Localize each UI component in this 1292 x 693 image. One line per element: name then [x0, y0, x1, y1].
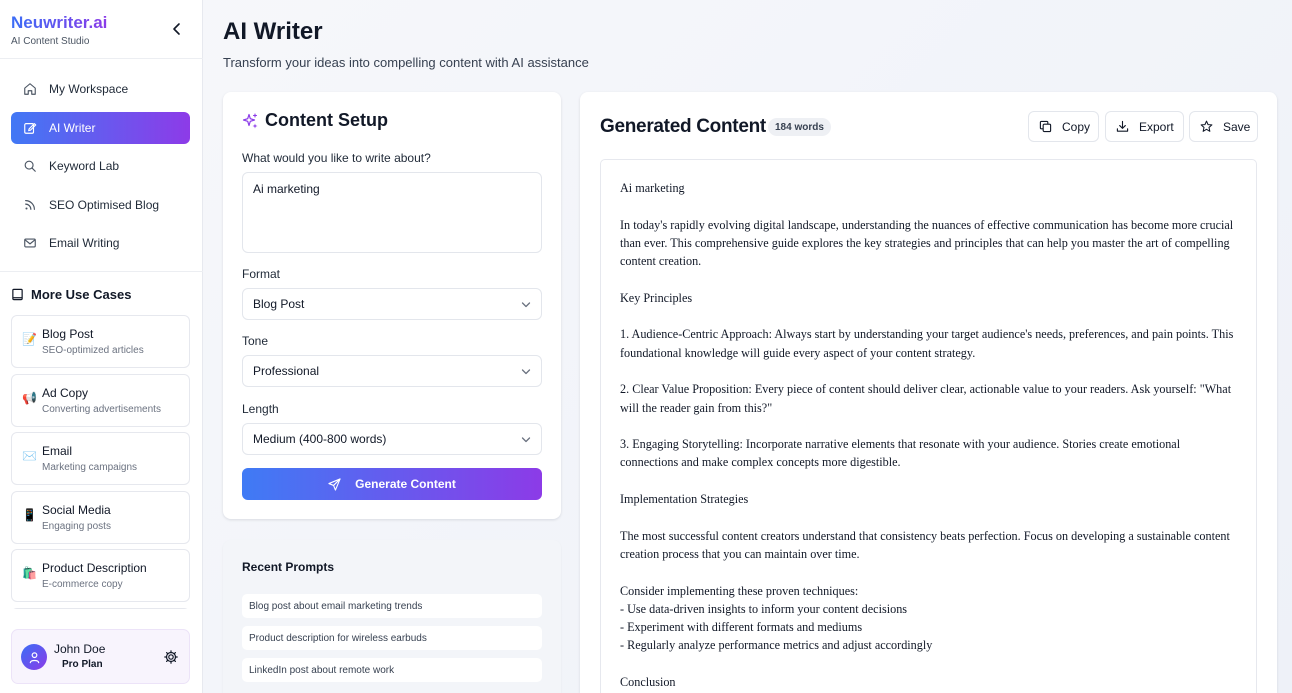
copy-label: Copy: [1062, 119, 1091, 134]
sidebar-item-label: My Workspace: [49, 82, 129, 96]
save-label: Save: [1223, 119, 1251, 134]
word-count-badge: 184 words: [768, 118, 831, 136]
megaphone-icon: 📢: [22, 390, 37, 405]
book-icon: [11, 288, 24, 301]
search-icon: [23, 159, 37, 173]
page-title: AI Writer: [223, 18, 323, 45]
content-paragraph: Ai marketing: [620, 181, 685, 195]
mail-icon: [23, 236, 37, 250]
generate-content-label: Generate Content: [355, 477, 456, 491]
user-name: John Doe: [54, 642, 106, 656]
generated-content-title: Generated Content: [600, 116, 766, 137]
use-case-email[interactable]: [11, 432, 190, 485]
more-use-cases-heading: [11, 287, 131, 302]
sidebar-item-label: AI Writer: [49, 120, 96, 135]
sparkles-icon: [242, 113, 258, 129]
topic-label: What would you like to write about?: [242, 151, 431, 165]
content-paragraph: In today's rapidly evolving digital landscape, understanding the nuances of effective communication has become more crucial than ever. This comprehensive guide explores the key strategies and principles that can help you master the art of compelling content creation.: [620, 217, 1234, 269]
use-case-subtitle: Engaging posts: [42, 520, 111, 532]
length-select[interactable]: [242, 423, 542, 455]
content-paragraph: 2. Clear Value Proposition: Every piece of content should deliver clear, actionable value to your readers. Ask yourself: "What will the reader gain from this?": [620, 382, 1232, 415]
star-icon: [1200, 120, 1213, 133]
save-button[interactable]: [1189, 111, 1258, 142]
sidebar-nav: [11, 73, 190, 266]
use-case-product-description[interactable]: [11, 549, 190, 602]
format-label: Format: [242, 267, 281, 281]
content-setup-heading: [242, 110, 388, 131]
page-subtitle: Transform your ideas into compelling content with AI assistance: [223, 55, 589, 70]
tone-value: Professional: [253, 364, 320, 378]
content-paragraph: 1. Audience-Centric Approach: Always start by understanding your target audience's needs, preferences, and pain points. This foundational knowledge will guide every aspect of your content strategy.: [620, 327, 1234, 360]
recent-prompts-title: Recent Prompts: [242, 560, 335, 574]
recent-prompt-item[interactable]: Product description for wireless earbuds: [242, 626, 542, 650]
gear-icon: [163, 649, 179, 665]
content-paragraph: The most successful content creators understand that consistency beats perfection. Focus on developing a sustainable content creation process that you can maintain over time.: [620, 528, 1230, 561]
content-setup-title: Content Setup: [265, 110, 388, 130]
length-value: Medium (400-800 words): [253, 432, 387, 446]
settings-button[interactable]: [163, 649, 179, 665]
format-value: Blog Post: [253, 297, 305, 311]
sidebar-item-seo-optimised-blog[interactable]: [11, 189, 190, 221]
use-case-blog-post[interactable]: [11, 315, 190, 368]
format-select[interactable]: [242, 288, 542, 320]
divider: [0, 58, 203, 59]
recent-prompts-card: [223, 540, 561, 693]
chevron-down-icon: [521, 435, 531, 445]
recent-prompt-item[interactable]: Blog post about email marketing trends: [242, 594, 542, 618]
sidebar-item-my-workspace[interactable]: [11, 73, 190, 105]
tone-label: Tone: [242, 334, 269, 348]
sidebar-item-keyword-lab[interactable]: [11, 150, 190, 182]
send-icon: [328, 478, 341, 491]
use-case-title: Product Description: [42, 561, 147, 576]
use-case-landing-page[interactable]: [11, 608, 190, 609]
user-icon: [28, 651, 41, 664]
phone-icon: 📱: [22, 507, 37, 522]
copy-icon: [1039, 120, 1052, 133]
user-profile-card[interactable]: [11, 629, 190, 684]
generate-content-button[interactable]: [242, 468, 542, 500]
content-paragraph: Key Principles: [620, 290, 693, 305]
content-setup-card: [223, 92, 561, 519]
use-case-subtitle: SEO-optimized articles: [42, 345, 144, 356]
use-case-subtitle: Converting advertisements: [42, 403, 161, 415]
use-case-title: Social Media: [42, 502, 111, 517]
divider: [0, 271, 203, 272]
avatar: [21, 644, 47, 670]
memo-icon: 📝: [22, 332, 37, 346]
download-icon: [1116, 120, 1129, 133]
use-case-subtitle: E-commerce copy: [42, 579, 123, 591]
copy-button[interactable]: [1028, 111, 1099, 142]
envelope-icon: ✉️: [22, 449, 37, 464]
length-label: Length: [242, 402, 279, 416]
chevron-left-icon: [168, 20, 186, 38]
use-case-title: Blog Post: [42, 327, 94, 341]
sidebar-item-label: SEO Optimised Blog: [49, 197, 160, 212]
export-button[interactable]: [1105, 111, 1184, 142]
edit-icon: [23, 121, 37, 135]
rss-icon: [23, 198, 37, 212]
use-case-subtitle: Marketing campaigns: [42, 462, 138, 474]
brand-name[interactable]: Neuwriter.ai: [11, 13, 108, 32]
generated-content-body[interactable]: [600, 159, 1257, 693]
chevron-down-icon: [521, 367, 531, 377]
sidebar-item-label: Keyword Lab: [49, 159, 120, 174]
brand: [11, 13, 107, 47]
home-icon: [23, 82, 37, 96]
use-case-title: Ad Copy: [42, 385, 89, 400]
chevron-down-icon: [521, 300, 531, 310]
sidebar-item-ai-writer[interactable]: [11, 112, 190, 144]
content-paragraph: Implementation Strategies: [620, 492, 749, 507]
user-plan: Pro Plan: [62, 659, 103, 670]
export-label: Export: [1139, 119, 1174, 134]
recent-prompt-item[interactable]: LinkedIn post about remote work: [242, 658, 542, 682]
generated-content-card: [580, 92, 1277, 693]
sidebar: [0, 0, 203, 693]
content-paragraph: Conclusion: [620, 675, 676, 690]
brand-subtitle: AI Content Studio: [11, 36, 90, 47]
shopping-bags-icon: 🛍️: [22, 566, 37, 581]
sidebar-item-email-writing[interactable]: [11, 227, 190, 259]
tone-select[interactable]: [242, 355, 542, 387]
content-paragraph: 3. Engaging Storytelling: Incorporate narrative elements that resonate with your audience. Stories create emotional connections and make complex concepts more digestible.: [620, 437, 1181, 470]
use-case-social-media[interactable]: [11, 491, 190, 544]
use-case-list: [11, 315, 190, 609]
content-paragraph: Consider implementing these proven techniques: - Use data-driven insights to inform your content decisions - Experiment with different formats and mediums - Regularly analyze performance metrics and adjust accordingly: [620, 583, 933, 653]
collapse-sidebar-button[interactable]: [168, 20, 186, 38]
use-case-title: Email: [42, 444, 73, 459]
sidebar-item-label: Email Writing: [49, 236, 120, 251]
more-use-cases-title: More Use Cases: [31, 287, 132, 302]
use-case-ad-copy[interactable]: [11, 374, 190, 427]
topic-textarea[interactable]: Ai marketing: [242, 172, 542, 253]
